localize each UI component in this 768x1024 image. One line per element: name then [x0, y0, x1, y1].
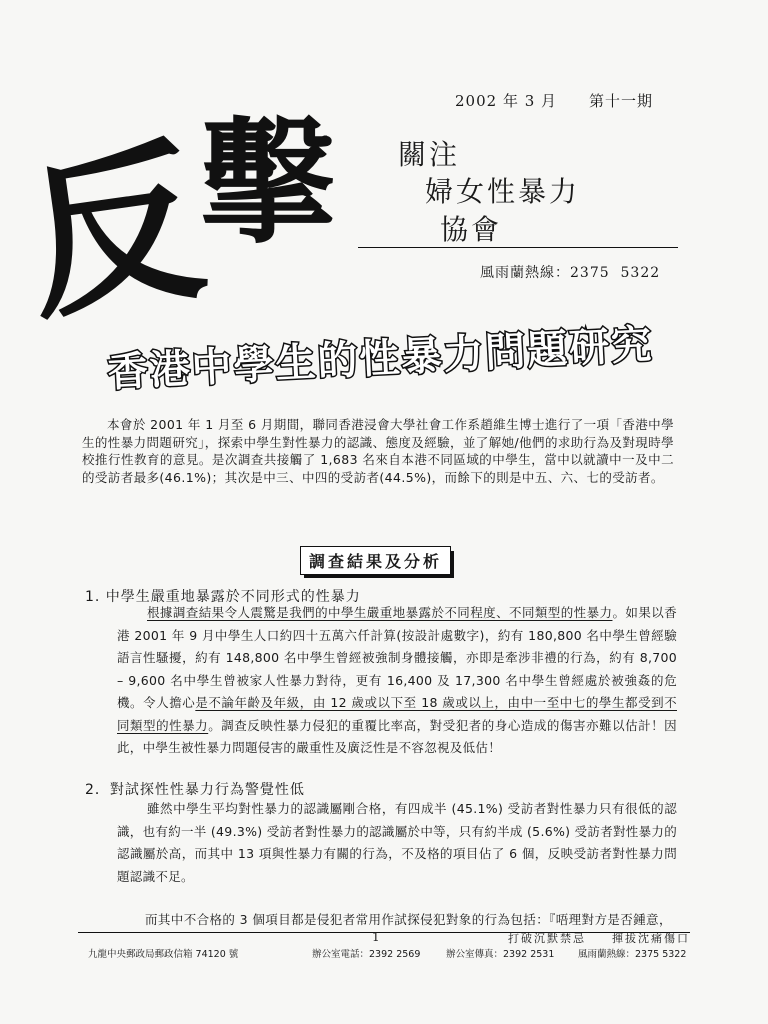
- header-rule: [358, 247, 678, 248]
- footer-slogan: 打破沉默禁忌 揮拔沈痛傷口: [508, 932, 690, 945]
- section-1-paragraph: [117, 602, 677, 760]
- continued-line: 而其中不合格的 3 個項目都是侵犯者常用作試探侵犯對象的行為包括：『唔理對方是否鍾意，: [145, 912, 672, 927]
- page-number: 1: [372, 930, 380, 944]
- logo-char-2: 擊: [200, 103, 335, 262]
- logo-char-1: 反: [13, 117, 215, 346]
- section-1-underlined-c: 是不論年齡及年級，由 12 歲或以下至 18 歲或以上，由中一至中七的學生都受到不同類型的性暴力: [117, 695, 677, 733]
- section-1-text-b: 。如果以香港 2001 年 9 月中學生人口約四十五萬六仟計算(按設計處數字)，約有 180,800 名中學生曾經驗語言性騷擾，約有 148,800 名中學生曾經被強制身體接觸，亦即是牽涉非禮的行為，約有 8,700 – 9,600 名中學生曾被家人性暴力對待，更有 16,400 及 17,300 名中學生曾經處於被強姦的危機。令人擔心: [117, 605, 677, 710]
- logo-fanji: [13, 103, 360, 346]
- footer-hotline: 風雨蘭熱線：2375 5322: [578, 949, 687, 960]
- section-1-underlined-a: 根據調查結果令人震驚是我們的中學生嚴重地暴露於不同程度、不同類型的性暴力: [147, 605, 613, 620]
- org-line-1: 關注: [398, 138, 461, 171]
- footer-office-phone: 辦公室電話：2392 2569: [312, 949, 421, 960]
- banner-title: [106, 300, 655, 400]
- section-2-paragraph: 雖然中學生平均對性暴力的認識屬剛合格，有四成半 (45.1%) 受訪者對性暴力只有很低的認識，也有約一半 (49.3%) 受訪者對性暴力的認識屬於中等，只有約半成 (5.6%) 受訪者對性暴力的認識屬於高，而其中 13 項與性暴力有關的行為，不及格的項目佔了 6 個，反映受訪者對性暴力問題認識不足。: [117, 801, 677, 884]
- section-2-heading: 2．對試探性性暴力行為警覺性低: [85, 782, 305, 798]
- section-1-heading: 1. 中學生嚴重地暴露於不同形式的性暴力: [85, 589, 361, 605]
- banner-title-text: 香港中學生的性暴力問題研究: [106, 321, 655, 397]
- hotline: 風雨蘭熱線：2375 5322: [480, 265, 661, 281]
- footer-address: 九龍中央郵政局郵政信箱 74120 號: [88, 949, 239, 960]
- org-line-2: 婦女性暴力: [425, 175, 581, 208]
- org-line-3: 協會: [440, 213, 503, 246]
- section-1-text-d: 。調查反映性暴力侵犯的重覆比率高，對受犯者的身心造成的傷害亦難以估計！因此，中學生被性暴力問題侵害的嚴重性及廣泛性是不容忽視及低估！: [117, 717, 677, 755]
- footer-office-fax: 辦公室傳真：2392 2531: [446, 949, 555, 960]
- intro-paragraph: 本會於 2001 年 1 月至 6 月期間，聯同香港浸會大學社會工作系趙維生博士進行了一項「香港中學生的性暴力問題研究」，探索中學生對性暴力的認識、態度及經驗，並了解她/他們的求助行為及對現時學校推行性教育的意見。是次調查共接觸了 1,683 名來自本港不同區域的中學生，當中以就讀中一及中二的受訪者最多(46.1%)；其次是中三、中四的受訪者(44.5%)，而餘下的則是中五、六、七的受訪者。: [82, 417, 674, 485]
- issue-date: 2002 年 3 月 第十一期: [455, 92, 654, 110]
- section-box-title: 調查結果及分析: [300, 546, 451, 575]
